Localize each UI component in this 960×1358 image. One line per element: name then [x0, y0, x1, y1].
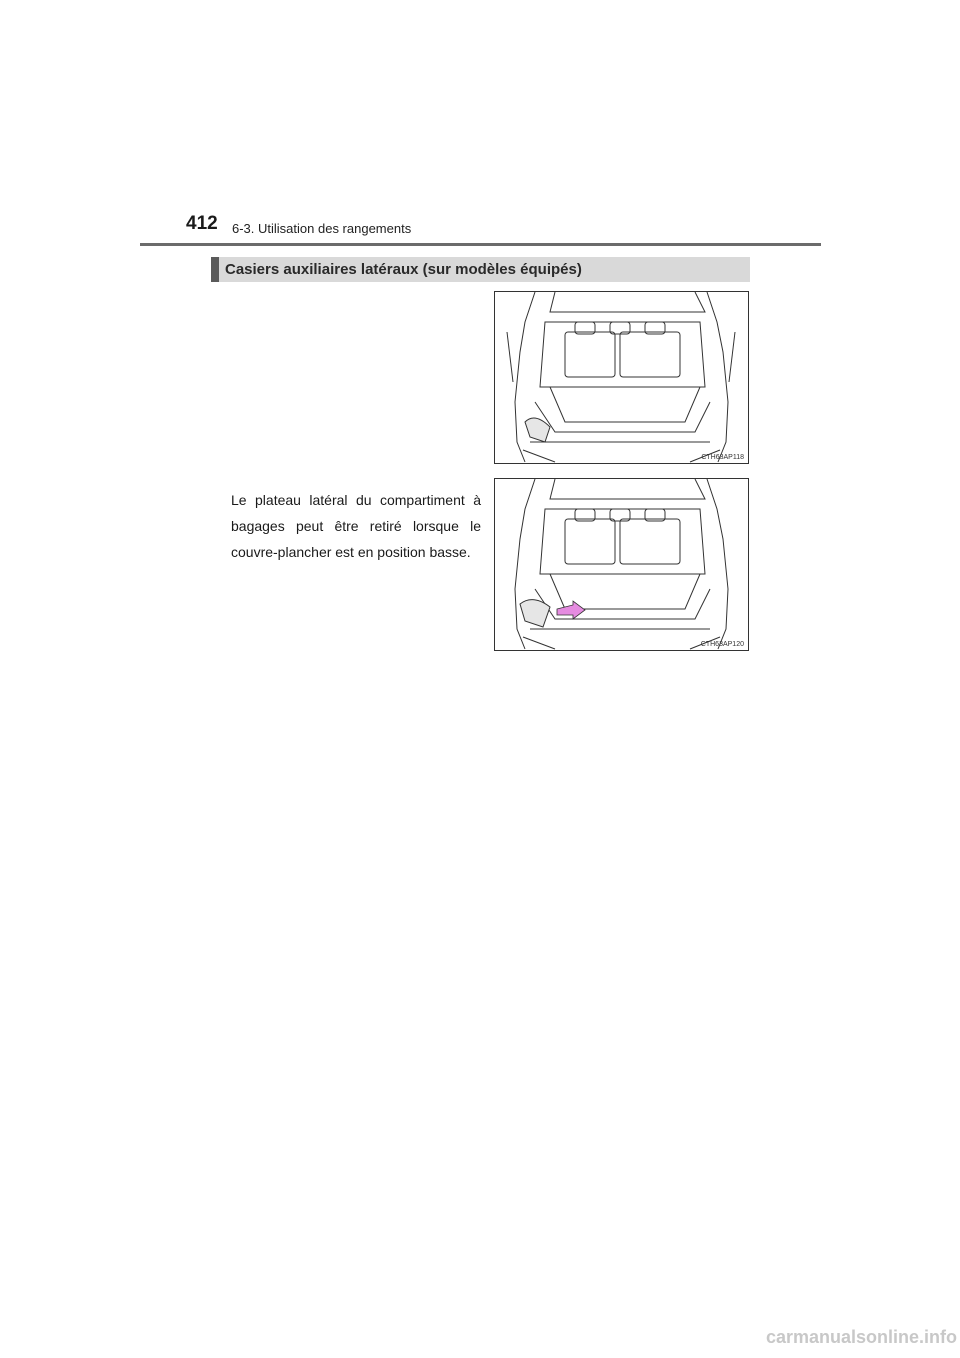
removal-arrow — [557, 601, 585, 619]
watermark: carmanualsonline.info — [766, 1327, 958, 1347]
luggage-compartment-illustration — [495, 292, 748, 463]
body-paragraph: Le plateau latéral du compartiment à bagages peut être retiré lorsque le couvre-plancher est en position basse. — [231, 492, 481, 560]
section-heading-bar — [211, 257, 750, 282]
figure-luggage-compartment — [494, 291, 749, 464]
section-heading-accent — [211, 257, 219, 282]
figure-side-tray-removal — [494, 478, 749, 651]
side-tray-removal-illustration — [495, 479, 748, 650]
figure-code-label: CTH63AP118 — [701, 454, 744, 461]
header-rule — [140, 243, 821, 246]
figure-code-label: CTH63AP120 — [700, 641, 744, 648]
page-number: 412 — [186, 213, 218, 234]
section-heading-title: Casiers auxiliaires latéraux (sur modèles équipés) — [225, 261, 582, 278]
running-head: 6-3. Utilisation des rangements — [232, 221, 412, 236]
